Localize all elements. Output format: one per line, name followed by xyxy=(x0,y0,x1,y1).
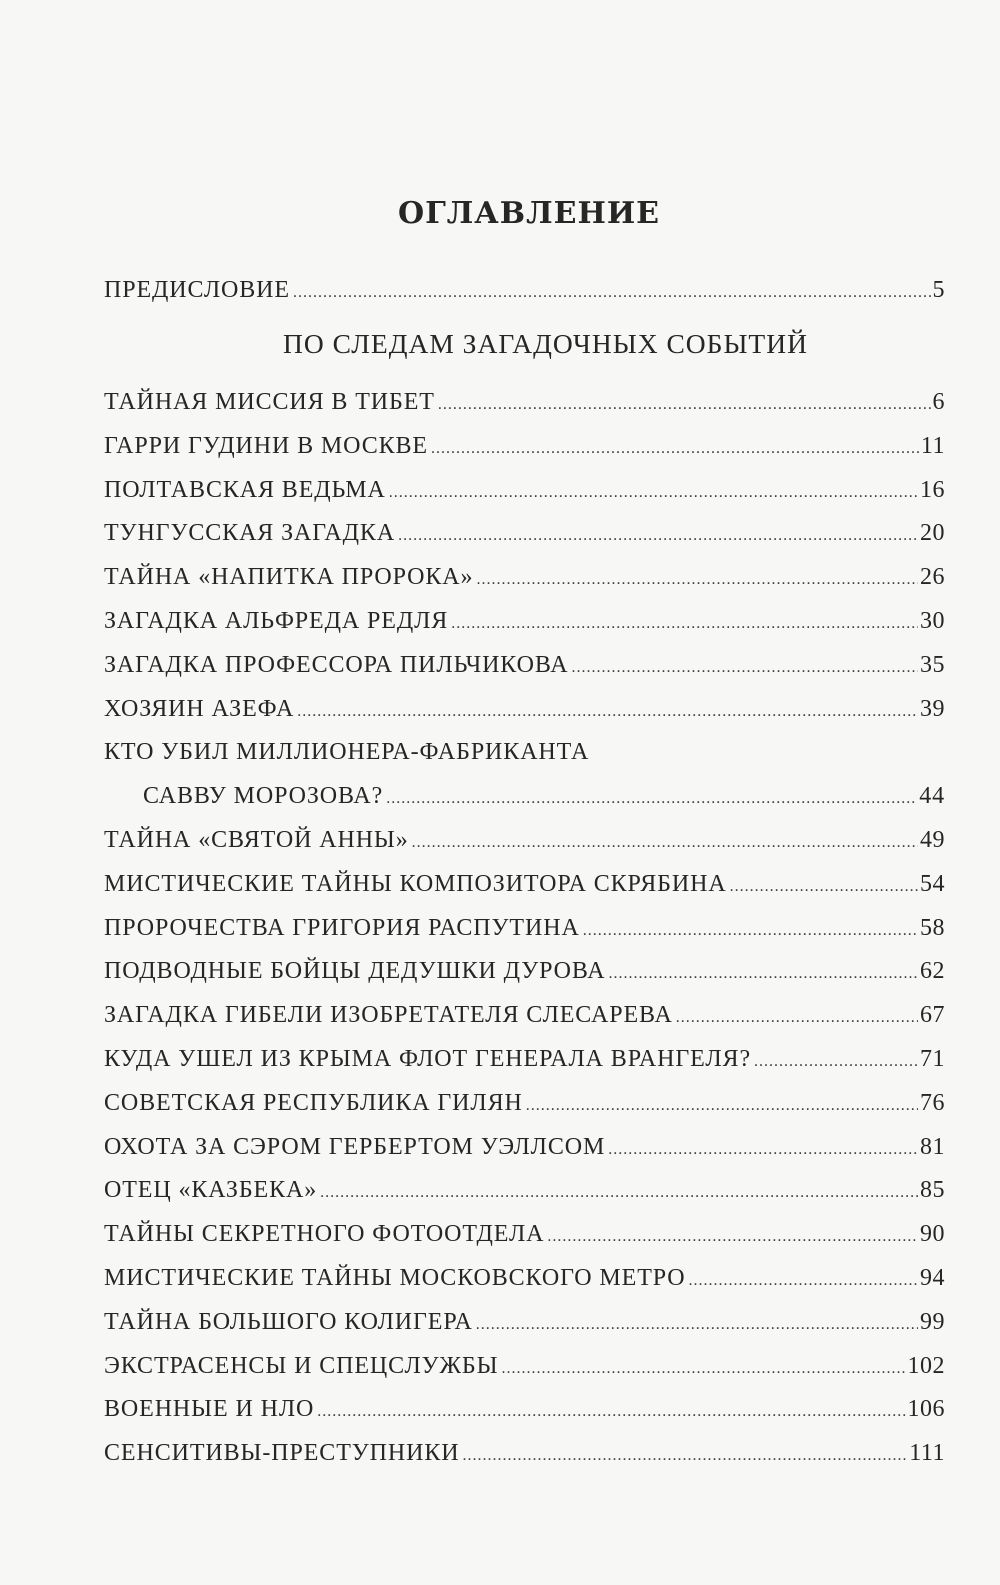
dot-leader xyxy=(438,383,931,427)
dot-leader xyxy=(451,602,918,646)
toc-entry[interactable] xyxy=(104,1388,945,1432)
toc-entry[interactable] xyxy=(104,907,945,951)
toc-entry-page: 81 xyxy=(920,1133,945,1160)
dot-leader xyxy=(730,865,918,909)
toc-entry-label: СЕНСИТИВЫ-ПРЕСТУПНИКИ xyxy=(104,1440,460,1467)
toc-entry[interactable] xyxy=(104,1038,945,1082)
dot-leader xyxy=(501,1347,905,1391)
toc-entry-label: ТАЙНА «НАПИТКА ПРОРОКА» xyxy=(104,564,474,591)
toc-entry-page: 67 xyxy=(920,1002,945,1029)
toc-entry-page: 111 xyxy=(909,1440,945,1467)
dot-leader xyxy=(547,1215,918,1259)
dot-leader xyxy=(476,1303,918,1347)
toc-entry[interactable] xyxy=(104,556,945,600)
dot-leader xyxy=(463,1434,908,1478)
toc-entry-page: 11 xyxy=(920,432,945,459)
toc-entry[interactable] xyxy=(104,1213,945,1257)
toc-entry-label: ЗАГАДКА ПРОФЕССОРА ПИЛЬЧИКОВА xyxy=(104,651,569,678)
toc-entry-page: 39 xyxy=(920,695,945,722)
dot-leader xyxy=(583,909,918,953)
toc-entry-page: 54 xyxy=(920,870,945,897)
toc-entry-label: ПРЕДИСЛОВИЕ xyxy=(104,277,290,303)
dot-leader xyxy=(571,646,918,690)
toc-entry-label: ЗАГАДКА АЛЬФРЕДА РЕДЛЯ xyxy=(104,607,449,634)
dot-leader xyxy=(526,1084,918,1128)
toc-entry[interactable] xyxy=(104,600,945,644)
dot-leader xyxy=(754,1040,918,1084)
toc-entry-label: МИСТИЧЕСКИЕ ТАЙНЫ МОСКОВСКОГО МЕТРО xyxy=(104,1264,686,1291)
toc-entry-page: 6 xyxy=(932,389,945,415)
toc-entry-page: 26 xyxy=(920,564,945,591)
toc-entry-page: 58 xyxy=(920,914,945,941)
toc-entry[interactable] xyxy=(104,469,945,513)
toc-entry-page: 35 xyxy=(920,651,945,678)
toc-entry-label: ПРОРОЧЕСТВА ГРИГОРИЯ РАСПУТИНА xyxy=(104,914,580,941)
dot-leader xyxy=(389,471,918,515)
toc-entry-page: 5 xyxy=(932,277,945,303)
toc-entry[interactable] xyxy=(104,1432,945,1476)
toc-entry-label: ТАЙНАЯ МИССИЯ В ТИБЕТ xyxy=(104,389,435,415)
toc-entry[interactable] xyxy=(104,819,945,863)
toc-entry[interactable] xyxy=(104,1301,945,1345)
dot-leader xyxy=(431,427,919,471)
toc-entry[interactable] xyxy=(104,1082,945,1126)
toc-entry-page: 16 xyxy=(920,476,945,503)
toc-entry[interactable] xyxy=(104,1169,945,1213)
toc-entry-label: ТАЙНА «СВЯТОЙ АННЫ» xyxy=(104,826,409,853)
dot-leader xyxy=(476,558,918,602)
toc-entry-label: ВОЕННЫЕ И НЛО xyxy=(104,1396,315,1423)
dot-leader xyxy=(398,514,918,558)
toc-entry[interactable] xyxy=(104,731,945,819)
toc-entry-label: ХОЗЯИН АЗЕФА xyxy=(104,695,295,722)
toc-entry-label: ОТЕЦ «КАЗБЕКА» xyxy=(104,1177,318,1204)
toc-entry-label: СОВЕТСКАЯ РЕСПУБЛИКА ГИЛЯН xyxy=(104,1089,523,1116)
toc-entry[interactable] xyxy=(104,863,945,907)
toc-entry[interactable] xyxy=(104,1345,945,1389)
toc-entry-page: 106 xyxy=(907,1396,945,1423)
dot-leader xyxy=(297,690,918,734)
toc-entry[interactable] xyxy=(104,381,945,425)
toc-entry-page: 20 xyxy=(920,520,945,547)
toc-entry[interactable] xyxy=(104,1126,945,1170)
toc-entry-page: 99 xyxy=(920,1308,945,1335)
toc-entry[interactable] xyxy=(104,512,945,556)
dot-leader xyxy=(317,1390,905,1434)
toc-entry[interactable] xyxy=(104,425,945,469)
toc-entry-label: ГАРРИ ГУДИНИ В МОСКВЕ xyxy=(104,432,428,459)
toc-entry-page: 62 xyxy=(920,958,945,985)
toc-entry-page: 49 xyxy=(920,826,945,853)
toc-entry-page: 94 xyxy=(920,1264,945,1291)
toc-entry-label: КТО УБИЛ МИЛЛИОНЕРА-ФАБРИКАНТА xyxy=(104,739,590,766)
toc-entry-page: 30 xyxy=(920,607,945,634)
toc-entry-page: 90 xyxy=(920,1221,945,1248)
toc-entry-page: 102 xyxy=(907,1352,945,1379)
toc-entry-page: 71 xyxy=(920,1045,945,1072)
dot-leader xyxy=(676,996,918,1040)
toc-entry-label: ЭКСТРАСЕНСЫ И СПЕЦСЛУЖБЫ xyxy=(104,1352,499,1379)
toc-entry-page: 76 xyxy=(920,1089,945,1116)
dot-leader xyxy=(412,821,918,865)
toc-entry[interactable] xyxy=(104,644,945,688)
dot-leader xyxy=(386,777,917,821)
dot-leader xyxy=(293,272,931,313)
toc-entry-label-line2: САВВУ МОРОЗОВА? xyxy=(143,783,384,810)
toc-entry-label: ПОДВОДНЫЕ БОЙЦЫ ДЕДУШКИ ДУРОВА xyxy=(104,958,606,985)
toc-entry[interactable] xyxy=(104,950,945,994)
toc-entry[interactable] xyxy=(104,688,945,732)
toc-entry-label: ТУНГУССКАЯ ЗАГАДКА xyxy=(104,520,396,547)
dot-leader xyxy=(608,1128,918,1172)
toc-entry-label: ПОЛТАВСКАЯ ВЕДЬМА xyxy=(104,476,386,503)
toc-entry-page: 44 xyxy=(919,783,945,810)
toc-entries xyxy=(104,381,945,1476)
page-title: ОГЛАВЛЕНИЕ xyxy=(397,196,661,231)
toc-entry-label: ТАЙНЫ СЕКРЕТНОГО ФОТООТДЕЛА xyxy=(104,1221,545,1248)
toc-entry-label: ТАЙНА БОЛЬШОГО КОЛИГЕРА xyxy=(104,1308,473,1335)
toc-entry-label: КУДА УШЕЛ ИЗ КРЫМА ФЛОТ ГЕНЕРАЛА ВРАНГЕЛЯ? xyxy=(104,1045,752,1072)
table-of-contents xyxy=(104,270,945,1476)
toc-entry-preface[interactable] xyxy=(104,270,945,311)
dot-leader xyxy=(320,1171,918,1215)
toc-entry-label: ОХОТА ЗА СЭРОМ ГЕРБЕРТОМ УЭЛЛСОМ xyxy=(104,1133,606,1160)
toc-entry-page: 85 xyxy=(920,1177,945,1204)
toc-entry-label: МИСТИЧЕСКИЕ ТАЙНЫ КОМПОЗИТОРА СКРЯБИНА xyxy=(104,870,727,897)
toc-entry-continuation xyxy=(104,775,945,819)
toc-entry[interactable] xyxy=(104,1257,945,1301)
dot-leader xyxy=(689,1259,918,1303)
toc-entry[interactable] xyxy=(104,994,945,1038)
section-heading: ПО СЛЕДАМ ЗАГАДОЧНЫХ СОБЫТИЙ xyxy=(283,328,808,359)
toc-entry-label: ЗАГАДКА ГИБЕЛИ ИЗОБРЕТАТЕЛЯ СЛЕСАРЕВА xyxy=(104,1002,673,1029)
dot-leader xyxy=(609,952,918,996)
